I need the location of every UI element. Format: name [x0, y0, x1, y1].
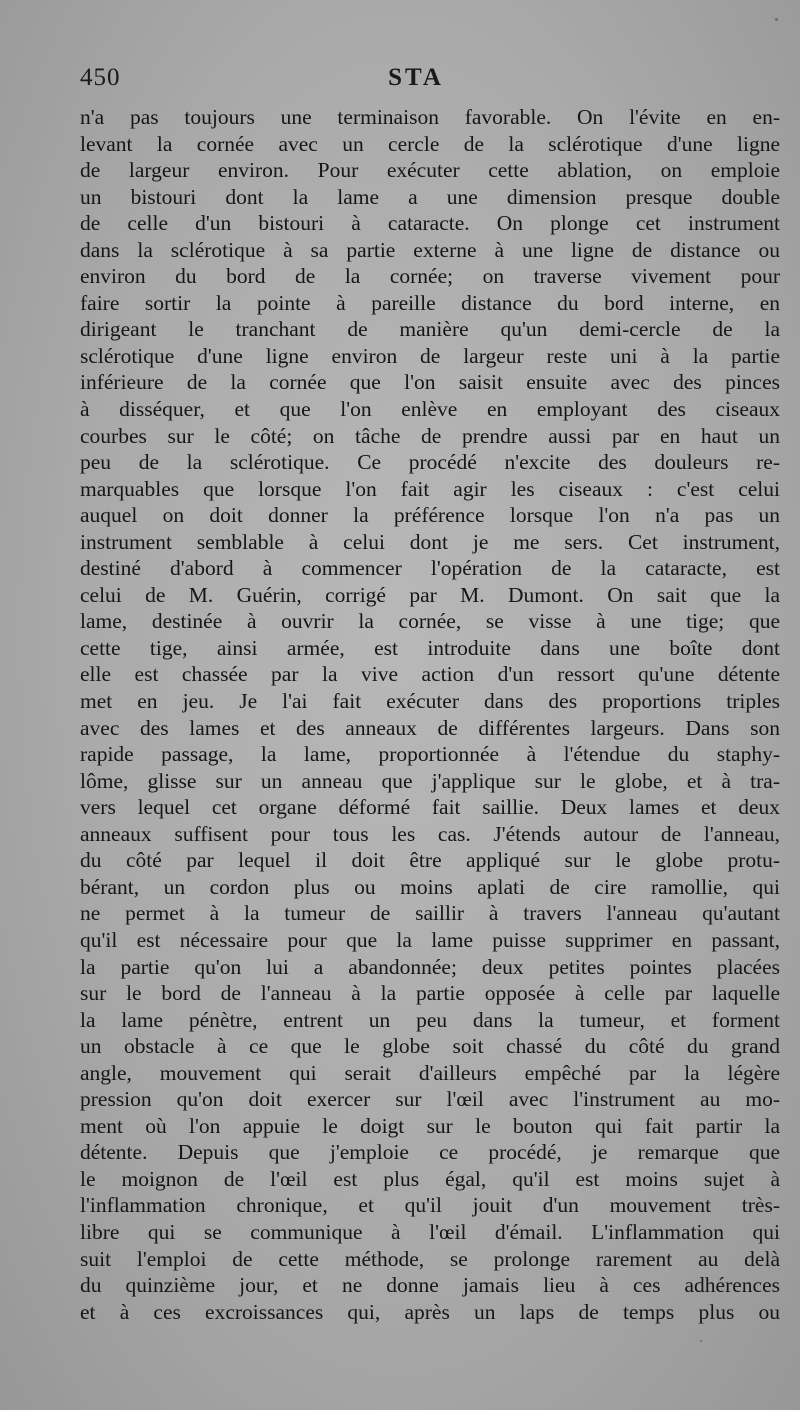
- text-line: du côté par lequel il doit être appliqué sur le globe protu-: [80, 848, 780, 873]
- text-line: sur le bord de l'anneau à la partie opposée à celle par laquelle: [80, 981, 780, 1006]
- text-line: peu de la sclérotique. Ce procédé n'excite des douleurs re-: [80, 450, 780, 475]
- text-line: de largeur environ. Pour exécuter cette ablation, on emploie: [80, 158, 780, 183]
- text-line: vers lequel cet organe déformé fait saillie. Deux lames et deux: [80, 795, 780, 820]
- text-line: avec des lames et des anneaux de différentes largeurs. Dans son: [80, 715, 780, 740]
- text-line: dirigeant le tranchant de manière qu'un demi-cercle de la: [80, 317, 780, 342]
- text-line: celui de M. Guérin, corrigé par M. Dumont. On sait que la: [80, 582, 780, 607]
- text-line: instrument semblable à celui dont je me sers. Cet instrument,: [80, 529, 780, 554]
- text-line: courbes sur le côté; on tâche de prendre aussi par en haut un: [80, 423, 780, 448]
- text-line: marquables que lorsque l'on fait agir les ciseaux : c'est celui: [80, 476, 780, 501]
- text-line: bérant, un cordon plus ou moins aplati de cire ramollie, qui: [80, 874, 780, 899]
- text-line: du quinzième jour, et ne donne jamais lieu à ces adhérences: [80, 1273, 780, 1298]
- text-line: sclérotique d'une ligne environ de largeur reste uni à la partie: [80, 343, 780, 368]
- text-line: met en jeu. Je l'ai fait exécuter dans des proportions triples: [80, 689, 780, 714]
- text-line: qu'il est nécessaire pour que la lame puisse supprimer en passant,: [80, 927, 780, 952]
- text-line: détente. Depuis que j'emploie ce procédé, je remarque que: [80, 1140, 780, 1165]
- text-line: à disséquer, et que l'on enlève en employant des ciseaux: [80, 397, 780, 422]
- text-line: anneaux suffisent pour tous les cas. J'étends autour de l'anneau,: [80, 821, 780, 846]
- text-line: faire sortir la pointe à pareille distance du bord interne, en: [80, 290, 780, 315]
- body-text: [80, 104, 780, 1325]
- text-line: libre qui se communique à l'œil d'émail. L'inflammation qui: [80, 1219, 780, 1244]
- page-number: 450: [80, 64, 121, 91]
- text-line: ment où l'on appuie le doigt sur le bouton qui fait partir la: [80, 1113, 780, 1138]
- text-line: angle, mouvement qui serait d'ailleurs empêché par la légère: [80, 1060, 780, 1085]
- text-line: environ du bord de la cornée; on traverse vivement pour: [80, 264, 780, 289]
- text-line: ne permet à la tumeur de saillir à travers l'anneau qu'autant: [80, 901, 780, 926]
- text-line: suit l'emploi de cette méthode, se prolonge rarement au delà: [80, 1246, 780, 1271]
- running-head: STA: [388, 64, 444, 91]
- page-header: [80, 62, 752, 96]
- text-line: un obstacle à ce que le globe soit chassé du côté du grand: [80, 1034, 780, 1059]
- paper-speck: [775, 18, 778, 21]
- text-line: de celle d'un bistouri à cataracte. On plonge cet instrument: [80, 211, 780, 236]
- text-line: pression qu'on doit exercer sur l'œil avec l'instrument au mo-: [80, 1087, 780, 1112]
- text-line: lôme, glisse sur un anneau que j'applique sur le globe, et à tra-: [80, 768, 780, 793]
- text-line: l'inflammation chronique, et qu'il jouit d'un mouvement très-: [80, 1193, 780, 1218]
- text-line: et à ces excroissances qui, après un laps de temps plus ou: [80, 1299, 780, 1324]
- text-line: elle est chassée par la vive action d'un ressort qu'une détente: [80, 662, 780, 687]
- text-line: la lame pénètre, entrent un peu dans la tumeur, et forment: [80, 1007, 780, 1032]
- paper-speck: [700, 1340, 702, 1342]
- text-line: un bistouri dont la lame a une dimension presque double: [80, 184, 780, 209]
- text-line: auquel on doit donner la préférence lorsque l'on n'a pas un: [80, 503, 780, 528]
- text-line: inférieure de la cornée que l'on saisit ensuite avec des pinces: [80, 370, 780, 395]
- text-line: n'a pas toujours une terminaison favorable. On l'évite en en-: [80, 105, 780, 129]
- text-line: cette tige, ainsi armée, est introduite dans une boîte dont: [80, 635, 780, 660]
- text-line: lame, destinée à ouvrir la cornée, se visse à une tige; que: [80, 609, 780, 634]
- text-line: levant la cornée avec un cercle de la sclérotique d'une ligne: [80, 131, 780, 156]
- text-line: dans la sclérotique à sa partie externe à une ligne de distance ou: [80, 237, 780, 262]
- text-line: destiné d'abord à commencer l'opération de la cataracte, est: [80, 556, 780, 581]
- text-line: le moignon de l'œil est plus égal, qu'il est moins sujet à: [80, 1166, 780, 1191]
- text-line: la partie qu'on lui a abandonnée; deux petites pointes placées: [80, 954, 780, 979]
- text-line: rapide passage, la lame, proportionnée à l'étendue du staphy-: [80, 742, 780, 767]
